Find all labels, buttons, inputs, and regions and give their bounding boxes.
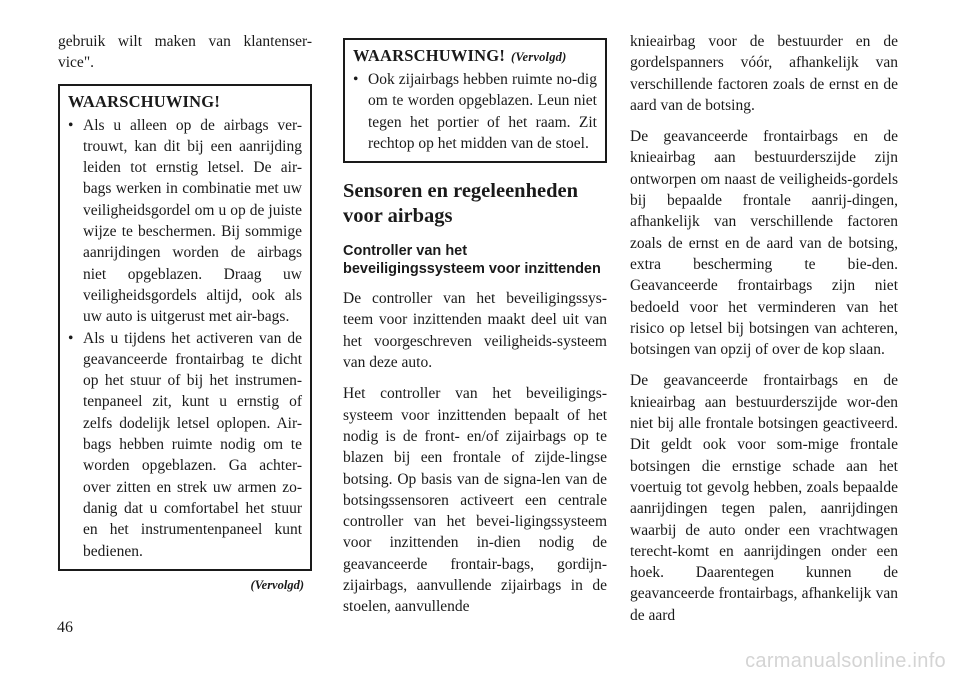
paragraph: Het controller van het beveiligings-systeem voor inzittenden bepaalt of het nodig is de front- en/of zijairbags op te blazen bij een frontale of zijde-lingse botsing. Op basis van de signa-len van de botsingssensoren activeert een centrale controller van het bevei-ligingssysteem voor inzittenden in-dien nodig de geavanceerde frontair-bags, gordijn-zijairbags, aanvullende zijairbags in de stoelen, aanvullende xyxy=(343,385,607,616)
intro-text: gebruik wilt maken van klantenser-vice". xyxy=(58,33,312,72)
warning-list xyxy=(353,69,597,154)
subsection-title: Controller van het beveiligingssysteem voor inzittenden xyxy=(343,243,601,277)
warning-box-continued xyxy=(343,38,607,163)
warning-item: • Als u alleen op de airbags ver-trouwt, kan dit bij een aanrijding leiden tot ernstig letsel. De air-bags werken in combinatie met uw veiligheidsgordel om u op de juiste wijze te beschermen. Bij sommige aanrijdingen worden de airbags niet opgeblazen. Draag uw veiligheidsgordels altijd, ook als uw auto is uitgerust met air-bags. xyxy=(68,115,302,328)
warning-list xyxy=(68,115,302,562)
continued-label: (Vervolgd) xyxy=(250,577,304,592)
warning-box xyxy=(58,84,312,571)
warning-title: WAARSCHUWING! xyxy=(68,91,221,111)
paragraph: De geavanceerde frontairbags en de knieairbag aan bestuurderszijde wor-den niet bij alle frontale botsingen geactiveerd. Dit geldt ook voor som-mige frontale botsingen die ernstige schade aan het voertuig tot gevolg hebben, zoals bepaalde aanrijdingen tegen palen, aanrijdingen waarbij de auto onder een vrachtwagen terecht-komt en aanrijdingen onder een hoek. Daarentegen kunnen de geavanceerde frontairbags, afhankelijk van de aard xyxy=(630,372,898,624)
column-left xyxy=(58,31,312,593)
warning-item: • Ook zijairbags hebben ruimte no-dig om te worden opgeblazen. Leun niet tegen het portier of het raam. Zit rechtop op het midden van de stoel. xyxy=(353,69,597,154)
paragraph: De geavanceerde frontairbags en de knieairbag aan bestuurderszijde zijn ontworpen om naast de veiligheids-gordels bij bepaalde frontale aanrij-dingen, afhankelijk van verschillende factoren zoals de ernst en de aard van de botsing, extra bescherming te bie-den. Geavanceerde frontairbags zijn niet bedoeld voor het verminderen van het risico op letsel bij botsingen van achteren, botsingen van opzij of over de kop slaan. xyxy=(630,128,898,359)
paragraph: knieairbag voor de bestuurder en de gordelspanners vóór, afhankelijk van verschillende factoren zoals de ernst en de aard van de botsing. xyxy=(630,33,898,114)
watermark: carmanualsonline.info xyxy=(745,650,946,672)
warning-continued-label: (Vervolgd) xyxy=(511,50,567,64)
column-middle xyxy=(343,38,607,618)
warning-title: WAARSCHUWING! (Vervolgd) xyxy=(353,46,567,65)
section-title: Sensoren en regeleenheden voor airbags xyxy=(343,180,578,228)
column-right xyxy=(630,31,898,626)
warning-item: • Als u tijdens het activeren van de geavanceerde frontairbag te dicht op het stuur of bij het instrumen-tenpaneel zit, kunt u ernstig of zelfs dodelijk letsel oplopen. Air-bags hebben ruimte nodig om te worden opgeblazen. Ga achter-over zitten en strek uw armen zo-danig dat u comfortabel het stuur en het instrumentenpaneel kunt bedienen. xyxy=(68,328,302,562)
paragraph: De controller van het beveiligingssys-teem voor inzittenden maakt deel uit van het voorgeschreven veiligheids-systeem van deze auto. xyxy=(343,290,607,372)
page-number: 46 xyxy=(57,619,73,636)
